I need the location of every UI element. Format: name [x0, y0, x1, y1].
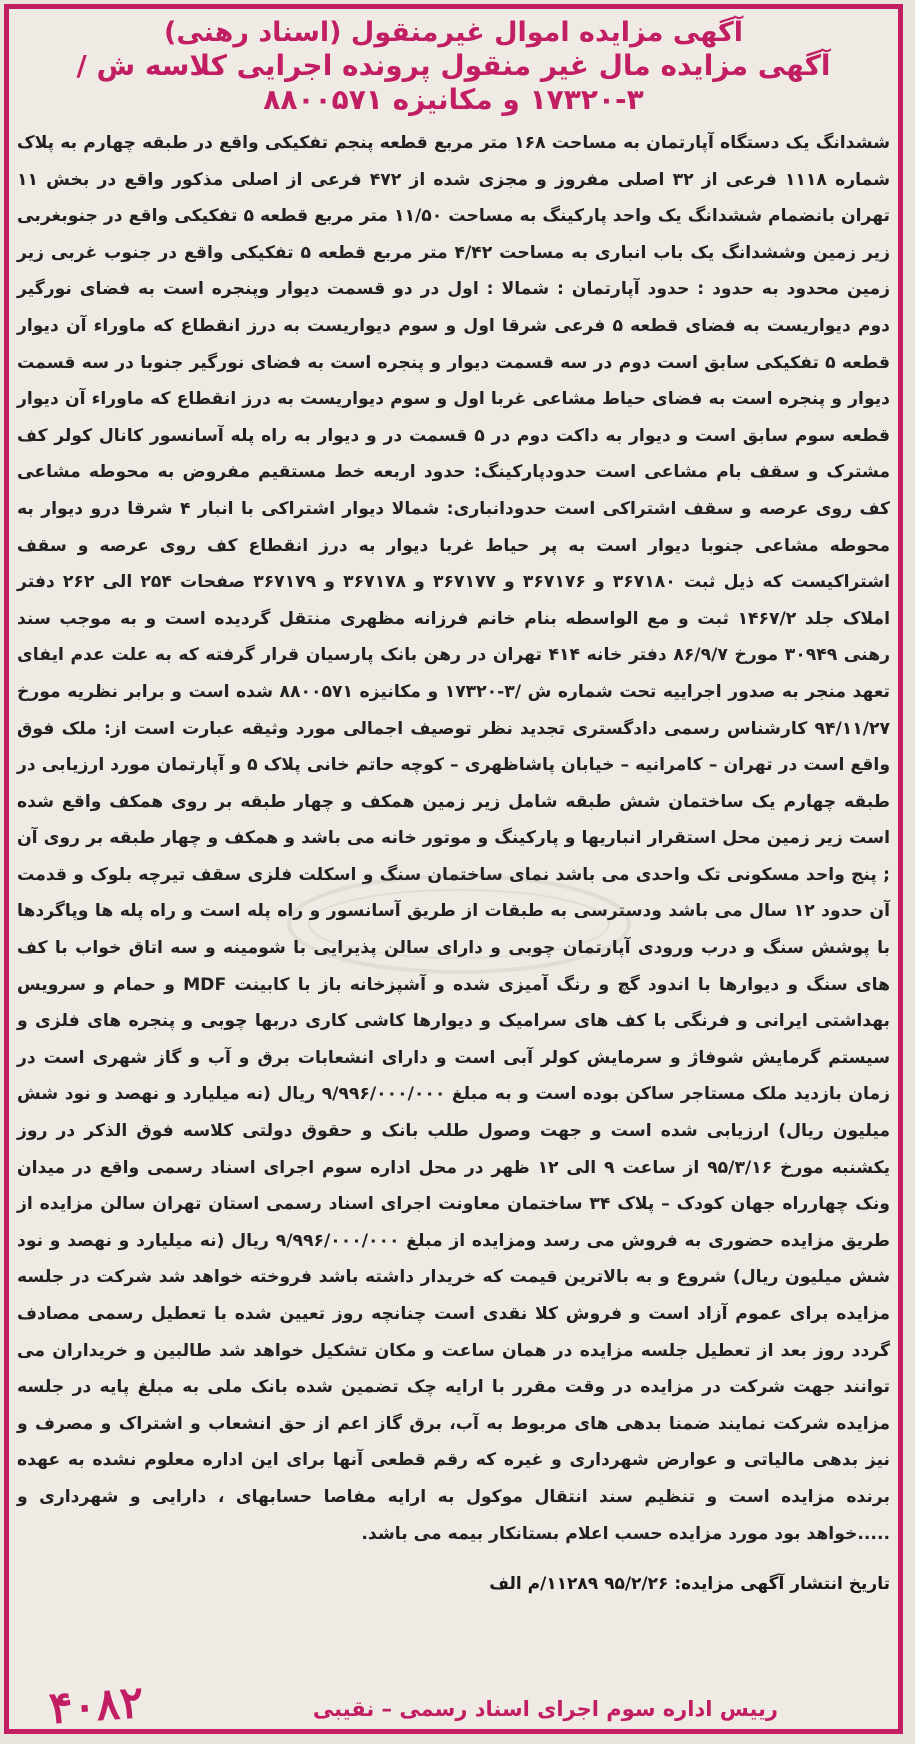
notice-frame — [4, 4, 903, 1734]
publication-date: تاریخ انتشار آگهی مزایده: ۹۵/۲/۲۶ ۱۱۲۸۹/م الف — [489, 1574, 890, 1595]
notice-footer — [9, 1676, 898, 1735]
notice-subtitle: آگهی مزایده مال غیر منقول پرونده اجرایی کلاسه ش /۳-۱۷۳۲۰ و مکانیزه ۸۸۰۰۵۷۱ — [76, 49, 831, 116]
handwritten-number: ۴۰۸۲ — [47, 1676, 146, 1735]
notice-content — [17, 17, 890, 1721]
notice-body: ششدانگ یک دستگاه آپارتمان به مساحت ۱۶۸ متر مربع قطعه پنجم تفکیکی واقع در طبقه چهارم به پلاک شماره ۱۱۱۸ فرعی از ۳۲ اصلی مفروز و مجزی شده از ۴۷۲ فرعی از اصلی مذکور واقع در بخش ۱۱ تهران بانضمام ششدانگ یک واحد پارکینگ به مساحت ۱۱/۵۰ متر مربع قطعه ۵ تفکیکی واقع در جنوبغربی زیر زمین وششدانگ یک باب انباری به مساحت ۴/۴۲ متر مربع قطعه ۵ تفکیکی واقع در جنوب غربی زیر زمین محدود به حدود : حدود آپارتمان : شمالا : اول در دو قسمت دیوار وپنجره است به فضای نورگیر دوم دیواریست به فضای قطعه ۵ فرعی شرقا اول و سوم دیواریست به درز انقطاع که ماوراء آن دیوار قطعه ۵ تفکیکی سابق است دوم در سه قسمت دیوار و پنجره است به فضای نورگیر جنوبا در سه قسمت دیوار و پنجره است به فضای حیاط مشاعی غربا اول و سوم دیواریست به درز انقطاع که ماوراء آن دیوار قطعه سوم سابق است و دیوار به داکت دوم در ۵ قسمت در و دیوار به راه پله آسانسور کانال کولر کف مشترک و سقف بام مشاعی است حدودپارکینگ: حدود اربعه خط مستقیم مفروض به محوطه مشاعی کف روی عرصه و سقف اشتراکی است حدودانباری: شمالا دیوار اشتراکی با انبار ۴ شرقا درو دیوار به محوطه مشاعی جنوبا دیوار است به پر حیاط غربا دیوار به درز انقطاع کف روی عرصه و سقف اشتراکیست که ذیل ثبت ۳۶۷۱۸۰ و ۳۶۷۱۷۶ و ۳۶۷۱۷۷ و ۳۶۷۱۷۸ و ۳۶۷۱۷۹ صفحات ۲۵۴ الی ۲۶۲ دفتر املاک جلد ۱۴۶۷/۲ ثبت و مع الواسطه بنام خانم فرزانه مظهری منتقل گردیده است و به موجب سند رهنی ۳۰۹۴۹ مورخ ۸۶/۹/۷ دفتر خانه ۴۱۴ تهران در رهن بانک پارسیان قرار گرفته که به علت عدم ایفای تعهد منجر به صدور اجراییه تحت شماره ش /۳-۱۷۳۲۰ و مکانیزه ۸۸۰۰۵۷۱ شده است و برابر نظریه مورخ ۹۴/۱۱/۲۷ کارشناس رسمی دادگستری تجدید نظر توصیف اجمالی مورد وثیقه عبارت است از: ملک فوق واقع است در تهران – کامرانیه – خیابان پاشاظهری – کوچه حاتم خانی پلاک ۵ و آپارتمان مورد ارزیابی در طبقه چهارم یک ساختمان شش طبقه شامل زیر زمین همکف و چهار طبقه بر روی همکف واقع شده است زیر زمین محل استقرار انباریها و پارکینگ و موتور خانه می باشد و همکف و چهار طبقه بر روی آن ; پنج واحد مسکونی تک واحدی می باشد نمای ساختمان سنگ و اسکلت فلزی سقف تیرچه بلوک و قدمت آن حدود ۱۲ سال می باشد ودسترسی به طبقات از طریق آسانسور و راه پله است و راه پله ها وپاگردها با پوشش سنگ و درب ورودی آپارتمان چوبی و دارای سالن پذیرایی با شومینه و سه اتاق خواب با کف های سنگ و دیوارها با اندود گچ و رنگ آمیزی شده و آشپزخانه باز با کابینت MDF و حمام و سرویس بهداشتی ایرانی و فرنگی با کف های سرامیک و دیوارها کاشی کاری دربها چوبی و پنجره های فلزی و سیستم گرمایش شوفاژ و سرمایش کولر آبی است و دارای انشعابات برق و آب و گاز شهری است در زمان بازدید ملک مستاجر ساکن بوده است و به مبلغ ۹/۹۹۶/۰۰۰/۰۰۰ ریال (نه میلیارد و نهصد و نود شش میلیون ریال) ارزیابی شده است و جهت وصول طلب بانک و حقوق دولتی کلاسه فوق الذکر در روز یکشنبه مورخ ۹۵/۳/۱۶ از ساعت ۹ الی ۱۲ ظهر در محل اداره سوم اجرای اسناد رسمی واقع در میدان ونک چهارراه جهان کودک – پلاک ۳۴ ساختمان معاونت اجرای اسناد رسمی استان تهران سالن مزایده از طریق مزایده حضوری به فروش می رسد ومزایده از مبلغ ۹/۹۹۶/۰۰۰/۰۰۰ ریال (نه میلیارد و نهصد و نود شش میلیون ریال) شروع و به بالاترین قیمت که خریدار داشته باشد فروخته خواهد شد شرکت در جلسه مزایده برای عموم آزاد است و فروش کلا نقدی است چنانچه روز تعیین شده با تعطیل رسمی مصادف گردد روز بعد از تعطیل جلسه مزایده در همان ساعت و مکان تشکیل خواهد شد طالبین و خریداران می توانند جهت شرکت در مزایده در وقت مقرر با ارایه چک تضمین شده بانک ملی به مبلغ پایه در جلسه مزایده شرکت نمایند ضمنا بدهی های مربوط به آب، برق گاز اعم از حق انشعاب و اشتراک و مصرف و نیز بدهی مالیاتی و عوارض شهرداری و غیره که رقم قطعی آنها برای این اداره معلوم نشده به عهده برنده مزایده است و تنظیم سند انتقال موکول به ارایه مفاصا حسابهای ، دارایی و شهرداری و .....خواهد بود مورد مزایده حسب اعلام بستانکار بیمه می باشد. — [17, 133, 891, 1544]
notice-title: آگهی مزایده اموال غیرمنقول (اسناد رهنی) — [163, 17, 743, 48]
signature-line: رییس اداره سوم اجرای اسناد رسمی – نقیبی — [312, 1697, 778, 1721]
